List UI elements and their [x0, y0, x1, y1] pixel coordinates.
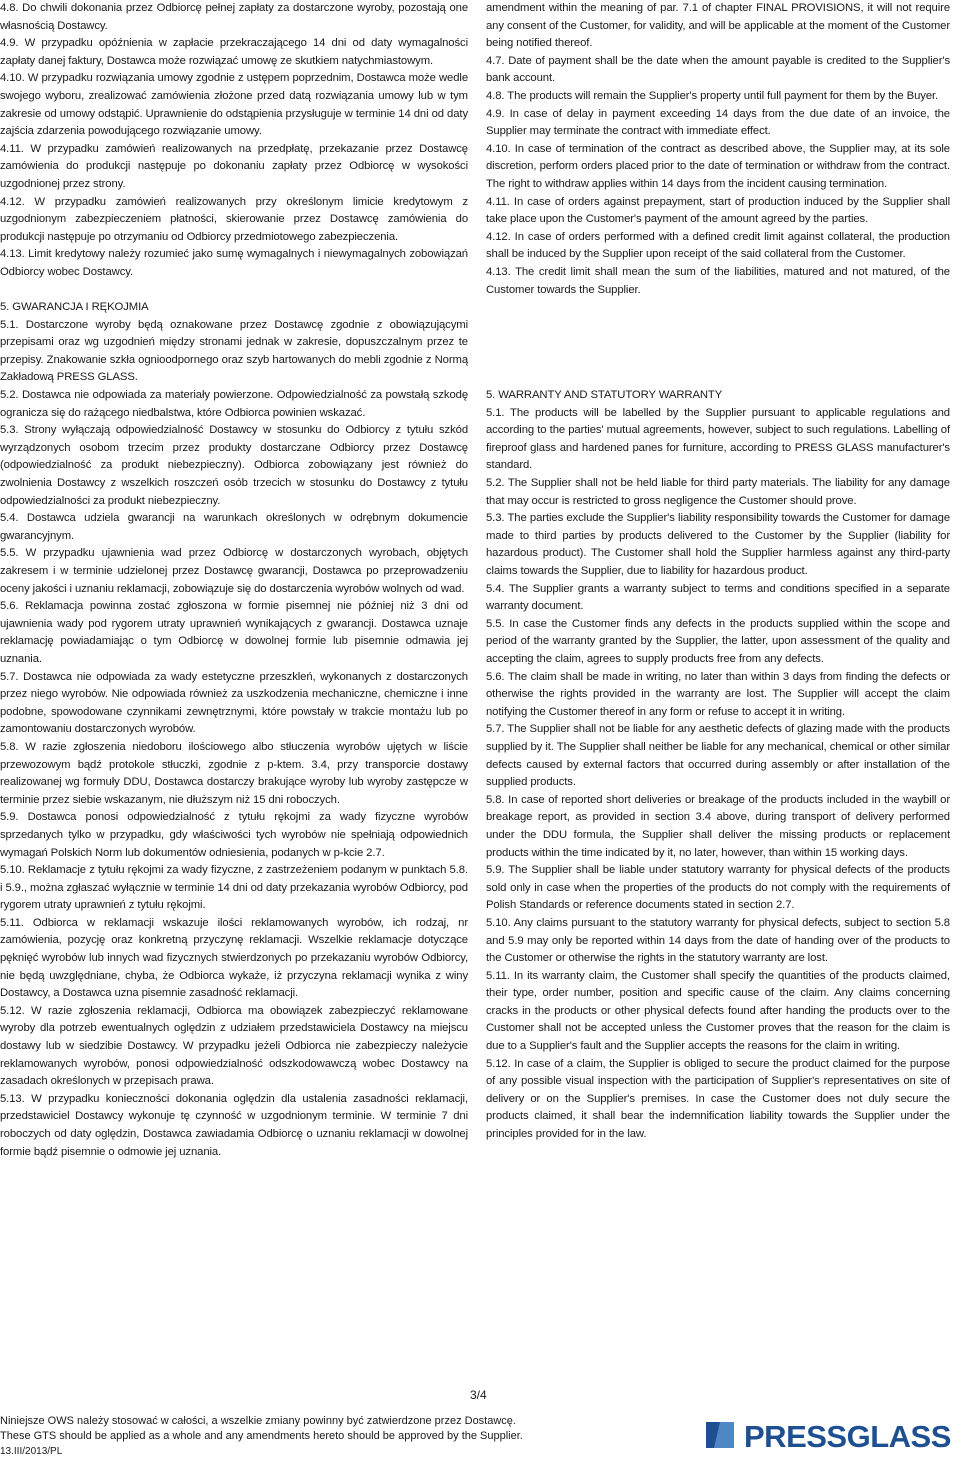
- left-section-5-heading: 5. GWARANCJA I RĘKOJMIA: [0, 301, 149, 314]
- clause-paragraph: 5.1. Dostarczone wyroby będą oznakowane przez Dostawcę zgodnie z obowiązującymi przepisami oraz wg uzgodnień między stronami jednak w zakresie, dopuszczalnym przez te przepisy. Znakowanie szkła ognioodpornego oraz szyb hartowanych do mebli zgodnie z Normą Zakładową PRESS GLASS.: [0, 318, 468, 384]
- page-number: 3/4: [470, 1388, 487, 1402]
- clause-paragraph: 4.9. W przypadku opóźnienia w zapłacie przekraczającego 14 dni od daty wymagalności zapłaty danej faktury, Dostawca może rozwiązać umowę ze skutkiem natychmiastowym.: [0, 37, 468, 67]
- clause-paragraph: 5.9. The Supplier shall be liable under statutory warranty for physical defects of the products sold only in case when the properties of the products do not comply with the requirements of Polish Standards or reference documents stated in section 2.7.: [486, 864, 950, 912]
- clause-paragraph: 4.11. W przypadku zamówień realizowanych na przedpłatę, przekazanie przez Dostawcę zamówienia do produkcji następuje po dokonaniu zapłaty przez Odbiorcę w wysokości uzgodnionej przez strony.: [0, 142, 468, 190]
- clause-paragraph: 5.1. The products will be labelled by the Supplier pursuant to applicable regulations and according to the parties' mutual agreements, however, subject to such regulations. Labelling of fireproof glass and hardened panes for furniture, according to PRESS GLASS manufacturer's standard.: [486, 406, 950, 472]
- clause-paragraph: 5.4. The Supplier grants a warranty subject to terms and conditions specified in a separate warranty document.: [486, 582, 950, 613]
- clause-paragraph: 5.12. In case of a claim, the Supplier is obliged to secure the product claimed for the purpose of any possible visual inspection with the participation of Supplier's representatives on site of delivery or on the Supplier's premises. In case the Customer does not duly secure the products claimed, it shall bear the indemnification liability towards the Supplier under the principles provided for in the law.: [486, 1057, 950, 1141]
- right-section-5-heading: 5. WARRANTY AND STATUTORY WARRANTY: [486, 389, 723, 402]
- clause-paragraph: 5.6. The claim shall be made in writing, no later than within 3 days from finding the defects or otherwise the rights provided in the warranty are lost. The Supplier will accept the claim notifying the Customer thereof in any form or refuse to accept it in writing.: [486, 670, 950, 718]
- clause-paragraph: 4.10. In case of termination of the contract as described above, the Supplier may, at its sole discretion, perform orders placed prior to the date of termination or withdraw from the contract. The right to withdraw applies within 14 days from the incident causing termination.: [486, 142, 950, 190]
- clause-paragraph: 5.8. In case of reported short deliveries or breakage of the products included in the waybill or breakage report, as provided in section 3.4 above, during transport of delivery performed under the DDU formula, the Supplier shall deliver the missing products or replacement products within the time indicated by it, no later, however, than within 15 working days.: [486, 793, 950, 859]
- footer: [0, 1414, 523, 1459]
- clause-paragraph: 5.9. Dostawca ponosi odpowiedzialność z tytułu rękojmi za wady fizyczne wyrobów sprzedanych tylko w przypadku, gdy właściwości tych wyrobów nie spełniają odpowiednich wymagań Polskich Norm lub dokumentów odniesienia, podanych w p-kcie 2.7.: [0, 811, 468, 859]
- clause-paragraph: 4.13. The credit limit shall mean the sum of the liabilities, matured and not matured, of the Customer towards the Supplier.: [486, 265, 950, 296]
- clause-paragraph: amendment within the meaning of par. 7.1 of chapter FINAL PROVISIONS, it will not require any consent of the Customer, for validity, and will be applicable at the moment of the Customer being notified thereof.: [486, 2, 950, 50]
- clause-paragraph: 5.10. Any claims pursuant to the statutory warranty for physical defects, subject to section 5.8 and 5.9 may only be reported within 14 days from the date of handing over of the products to the Customer or otherwise the rights in the statutory warranty are lost.: [486, 916, 950, 965]
- section-gap: [486, 299, 950, 387]
- left-column-polish: [0, 0, 468, 1161]
- clause-paragraph: 4.7. Date of payment shall be the date when the amount payable is credited to the Supplier's bank account.: [486, 54, 950, 85]
- clause-paragraph: 4.12. W przypadku zamówień realizowanych przy określonym limicie kredytowym z uzgodnionym zabezpieczeniem płatności, skierowanie przez Dostawcę zamówienia do produkcji następuje po otrzymaniu od Odbiorcy przedmiotowego zabezpieczenia.: [0, 195, 468, 243]
- clause-paragraph: 4.8. The products will remain the Supplier's property until full payment for them by the Buyer.: [486, 89, 939, 102]
- clause-paragraph: 5.11. In its warranty claim, the Customer shall specify the quantities of the products claimed, their type, order number, position and specific cause of the claim. Any claims concerning cracks in the products or other physical defects found after handing the products over to the Customer shall not be accepted unless the Customer proves that the reason for the claim is due to a Supplier's fault and the Supplier accepts the reasons for the claim in writing.: [486, 969, 950, 1053]
- clause-paragraph: 5.11. Odbiorca w reklamacji wskazuje ilości reklamowanych wyrobów, ich rodzaj, nr zamówienia, pozycję oraz konkretną przyczynę reklamacji. Wszelkie reklamacje dotyczące pęknięć wyrobów lub innych wad fizycznych stwierdzonych po przekazaniu wyrobów Odbiorcy, nie będą uwzględniane, chyba, że Odbiorca wykaże, iż przyczyna reklamacji wynika z winy Dostawcy, a Dostawca uzna pisemnie zasadność reklamacji.: [0, 916, 468, 1000]
- right-section-5-paragraphs: [486, 405, 950, 1144]
- footer-note-polish: Niniejsze OWS należy stosować w całości, a wszelkie zmiany powinny być zatwierdzone przez Dostawcę.: [0, 1415, 516, 1427]
- clause-paragraph: 4.9. In case of delay in payment exceeding 14 days from the due date of an invoice, the Supplier may terminate the contract with immediate effect.: [486, 107, 950, 138]
- clause-paragraph: 5.5. W przypadku ujawnienia wad przez Odbiorcę w dostarczonych wyrobach, objętych zakresem i w terminie udzielonej przez Dostawcę gwarancji, Dostawca po przeprowadzeniu oceny jakości i uznaniu reklamacji, zobowiązuje się do dostarczenia wyrobów wolnych od wad.: [0, 547, 468, 595]
- document-code: 13.III/2013/PL: [0, 1446, 63, 1457]
- clause-paragraph: 5.12. W razie zgłoszenia reklamacji, Odbiorca ma obowiązek zabezpieczyć reklamowane wyroby dla potrzeb ewentualnych oględzin z udziałem przedstawiciela Dostawcy na miejscu dostawy lub w siedzibie Dostawcy. W przypadku jeżeli Odbiorca nie zabezpieczy należycie reklamowanych wyrobów, ponosi odpowiedzialność odszkodowawczą wobec Dostawcy na zasadach określonych w przepisach prawa.: [0, 1004, 468, 1088]
- right-column-english: [486, 0, 950, 1144]
- clause-paragraph: 4.13. Limit kredytowy należy rozumieć jako sumę wymagalnych i niewymagalnych zobowiązań Odbiorcy wobec Dostawcy.: [0, 248, 468, 278]
- clause-paragraph: 5.10. Reklamacje z tytułu rękojmi za wady fizyczne, z zastrzeżeniem podanym w punktach 5.8. i 5.9., można zgłaszać wyłącznie w terminie 14 dni od daty przekazania wyrobów Odbiorcy, pod rygorem utraty uprawnień z tytułu rękojmi.: [0, 864, 468, 912]
- clause-paragraph: 4.11. In case of orders against prepayment, start of production induced by the Supplier shall take place upon the Customer's payment of the amount agreed by the parties.: [486, 195, 950, 226]
- section-gap: [0, 282, 468, 300]
- clause-paragraph: 5.2. Dostawca nie odpowiada za materiały powierzone. Odpowiedzialność za powstałą szkodę ogranicza się do rażącego niedbalstwa, które Odbiorca powinien wskazać.: [0, 389, 468, 419]
- clause-paragraph: 5.7. Dostawca nie odpowiada za wady estetyczne przeszkleń, wykonanych z dostarczonych przez niego wyrobów. Nie odpowiada również za uszkodzenia mechaniczne, chemiczne i inne podobne, spowodowane czynnikami zewnętrznymi, które powstały w trakcie montażu lub po zamontowaniu dostarczonych wyrobów.: [0, 670, 468, 736]
- clause-paragraph: 5.2. The Supplier shall not be held liable for third party materials. The liability for any damage that may occur is restricted to gross negligence the Customer should prove.: [486, 477, 950, 507]
- clause-paragraph: 5.6. Reklamacja powinna zostać zgłoszona w formie pisemnej nie później niż 3 dni od ujawnienia wady pod rygorem utraty uprawnień wynikających z gwarancji. Dostawca uznaje reklamację powiadamiając o tym Odbiorcę w dowolnej formie lub pisemnie odmawia jej uznania.: [0, 600, 468, 665]
- clause-paragraph: 5.7. The Supplier shall not be liable for any aesthetic defects of glazing made with the products supplied by it. The Supplier shall neither be liable for any mechanical, chemical or other similar defects caused by external factors that occurred during assembly or after installation of the supplied products.: [486, 723, 950, 789]
- clause-paragraph: 5.8. W razie zgłoszenia niedoboru ilościowego albo stłuczenia wyrobów ujętych w liście przewozowym bądź protokole stłuczki, zgodnie z p-ktem. 3.4, przy transporcie dostawy realizowanej wg formuły DDU, Dostawca dostarczy brakujące wyroby lub wyroby zastępcze w terminie przez siebie wskazanym, nie dłuższym niż 15 dni roboczych.: [0, 740, 468, 806]
- clause-paragraph: 4.10. W przypadku rozwiązania umowy zgodnie z ustępem poprzednim, Dostawca może wedle swojego wyboru, zrealizować zamówienia złożone przed datą rozwiązania umowy lub w tym zakresie od umowy odstąpić. Uprawnienie do odstąpienia przysługuje w terminie 14 dni od daty zajścia zdarzenia powodującego rozwiązanie umowy.: [0, 72, 468, 138]
- right-section-4-paragraphs: [486, 0, 950, 299]
- clause-paragraph: 5.4. Dostawca udziela gwarancji na warunkach określonych w odrębnym dokumencie gwarancyjnym.: [0, 512, 468, 542]
- left-section-4-paragraphs: [0, 0, 468, 282]
- clause-paragraph: 4.12. In case of orders performed with a defined credit limit against collateral, the production shall be induced by the Supplier upon receipt of the said collateral from the Customer.: [486, 230, 950, 261]
- clause-paragraph: 5.3. The parties exclude the Supplier's liability responsibility towards the Customer for damage made to third parties by products delivered to the Customer by the Supplier (liability for hazardous product). The Customer shall hold the Supplier harmless against any third-party claims towards the Supplier, due to liability for hazardous product.: [486, 512, 950, 578]
- logo-mark-icon: [706, 1422, 734, 1448]
- footer-note-english: These GTS should be applied as a whole and any amendments hereto should be approved by the Supplier.: [0, 1430, 523, 1442]
- svg-text:PRESSGLASS: PRESSGLASS: [744, 1419, 951, 1452]
- left-section-5-paragraphs: [0, 317, 468, 1162]
- clause-paragraph: 5.13. W przypadku konieczności dokonania oględzin dla ustalenia zasadności reklamacji, przedstawiciel Dostawcy wykonuje tę czynność w uzgodnionym terminie. W terminie 7 dni roboczych od daty oględzin, Dostawca zawiadamia Odbiorcę o uznaniu reklamacji w dowolnej formie bądź pisemnie o odmowie jej uznania.: [0, 1092, 468, 1158]
- clause-paragraph: 5.3. Strony wyłączają odpowiedzialność Dostawcy w stosunku do Odbiorcy z tytułu szkód wyrządzonych osobom trzecim przez produkty dostarczane Odbiorcy przez Dostawcę (odpowiedzialność za produkt niebezpieczny). Odbiorca zobowiązany jest również do zwolnienia Dostawcy z wszelkich roszczeń osób trzecich w stosunku do Dostawcy z tytułu odpowiedzialności za produkt niebezpieczny.: [0, 424, 468, 507]
- clause-paragraph: 5.5. In case the Customer finds any defects in the products supplied within the scope and period of the warranty granted by the Supplier, the latter, upon assessment of the quality and accepting the claim, agrees to supply products free from any defects.: [486, 617, 950, 665]
- clause-paragraph: 4.8. Do chwili dokonania przez Odbiorcę pełnej zapłaty za dostarczone wyroby, pozostają one własnością Dostawcy.: [0, 2, 468, 32]
- pressglass-logo: [704, 1418, 954, 1452]
